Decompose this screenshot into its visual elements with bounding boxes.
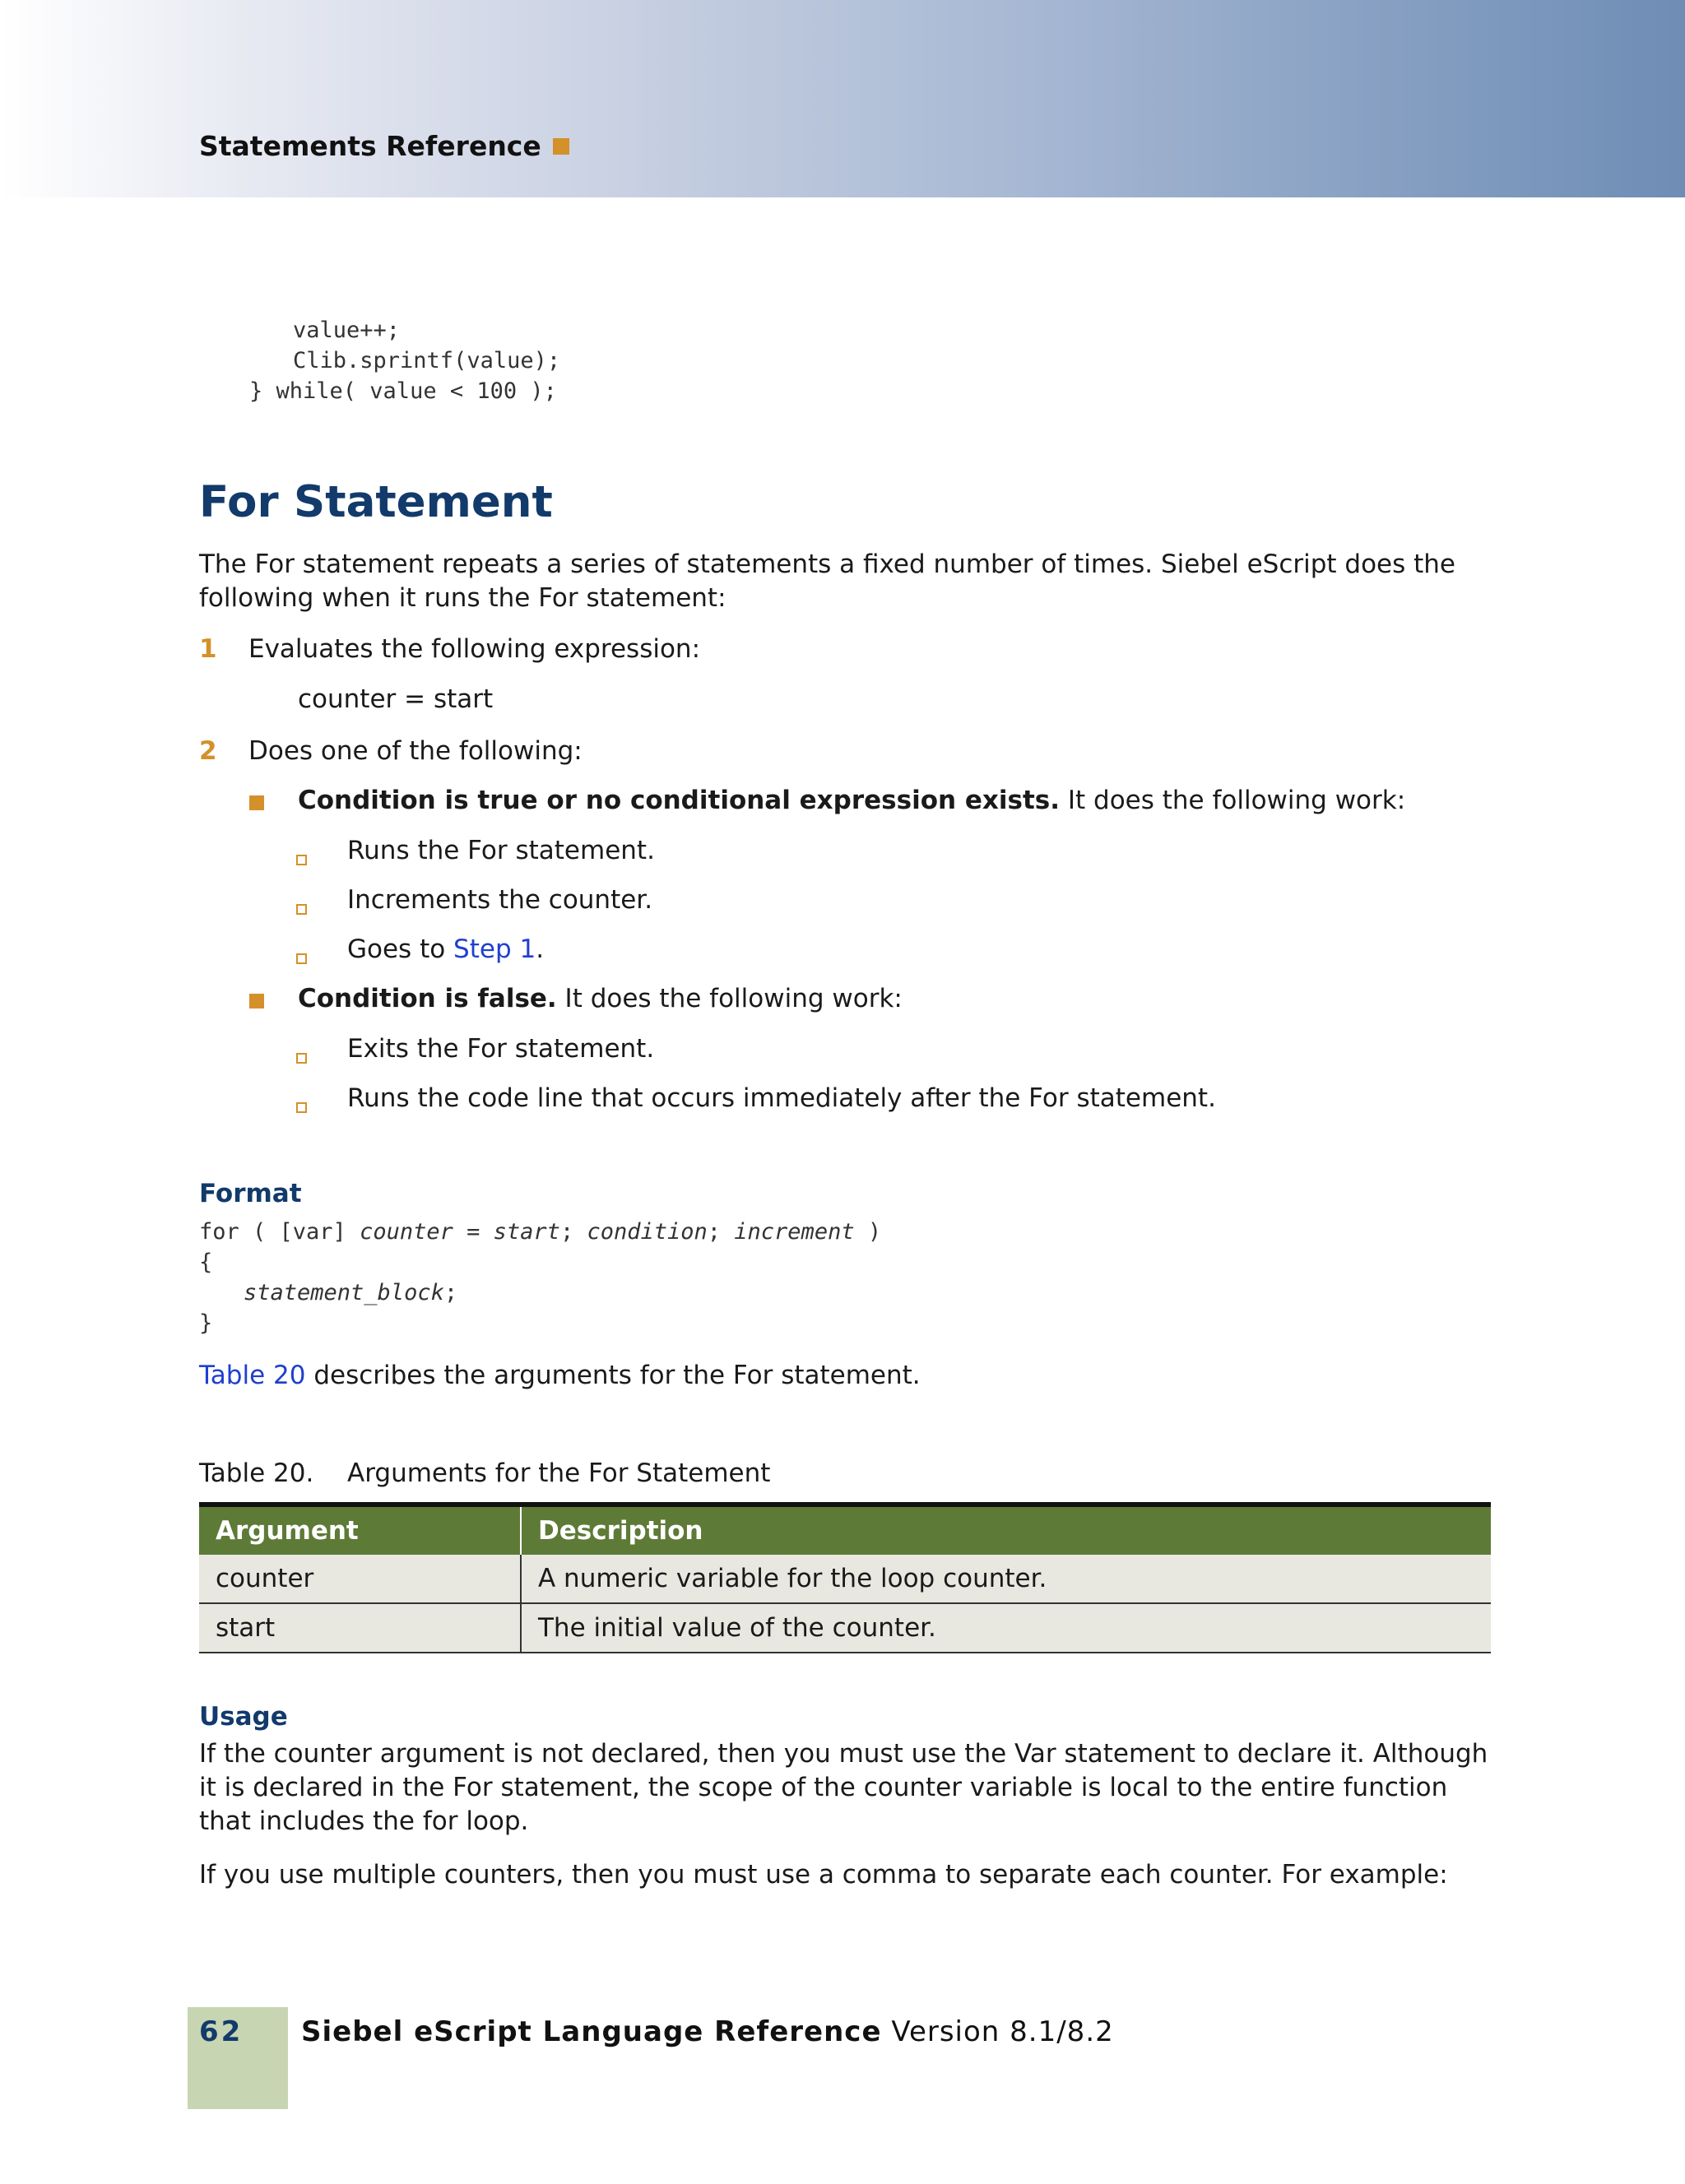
- step-expression: counter = start: [298, 684, 494, 714]
- page-number: 62: [199, 2015, 244, 2048]
- step-text: Does one of the following:: [248, 736, 583, 766]
- goto-suffix: .: [536, 934, 545, 964]
- code-fragment: ): [854, 1219, 882, 1245]
- bullet-rest: It does the following work:: [556, 984, 903, 1013]
- goto-prefix: Goes to: [347, 934, 454, 964]
- bullet-bold: Condition is true or no conditional expression exists.: [298, 786, 1061, 815]
- section-title: For Statement: [199, 477, 553, 527]
- table-caption-title: Arguments for the For Statement: [347, 1458, 771, 1488]
- step-number: 1: [199, 634, 217, 664]
- code-placeholder: start: [493, 1219, 560, 1245]
- bullet-condition-false: [298, 984, 903, 1013]
- usage-paragraph: If the counter argument is not declared, then you must use the Var statement to declare it. Although it is declared in the For statement, the scope of the counter variable is local to the entire function that includes the for loop.: [199, 1739, 1488, 1836]
- arguments-table: [199, 1502, 1491, 1653]
- format-code-line: [199, 1217, 881, 1247]
- step-text: Evaluates the following expression:: [248, 634, 701, 664]
- table-ref-text: describes the arguments for the For statement.: [305, 1361, 921, 1390]
- code-placeholder: counter: [360, 1219, 453, 1245]
- code-placeholder: statement_block: [244, 1280, 444, 1305]
- code-fragment: for ( [var]: [199, 1219, 360, 1245]
- code-placeholder: condition: [587, 1219, 708, 1245]
- bullet-bold: Condition is false.: [298, 984, 557, 1013]
- header-square-icon: [553, 138, 569, 155]
- code-line: Clib.sprintf(value);: [293, 348, 561, 373]
- sub-bullet-text: Exits the For statement.: [347, 1034, 655, 1064]
- table-row: [199, 1603, 1491, 1653]
- table-reference-paragraph: [199, 1359, 1491, 1393]
- sub-bullet-text: Runs the code line that occurs immediately after the For statement.: [347, 1083, 1216, 1113]
- code-fragment: ;: [707, 1219, 735, 1245]
- bullet-square-icon: [249, 795, 264, 810]
- bullet-rest: It does the following work:: [1060, 786, 1406, 815]
- running-header-text: Statements Reference: [199, 130, 541, 162]
- step-1-link[interactable]: Step 1: [453, 934, 536, 964]
- table-cell: The initial value of the counter.: [521, 1603, 1491, 1653]
- bullet-square-icon: [249, 994, 264, 1009]
- sub-bullet-text: Increments the counter.: [347, 885, 653, 915]
- code-fragment: ;: [443, 1280, 458, 1305]
- format-open-brace: {: [199, 1250, 213, 1275]
- usage-paragraph: If you use multiple counters, then you must use a comma to separate each counter. For example:: [199, 1860, 1448, 1890]
- code-fragment: ;: [559, 1219, 587, 1245]
- column-header-description: Description: [521, 1505, 1491, 1555]
- step-number: 2: [199, 736, 217, 766]
- column-header-argument: Argument: [199, 1505, 521, 1555]
- format-block-line: [244, 1277, 457, 1308]
- table-cell: start: [199, 1603, 521, 1653]
- checkbox-bullet-icon: [296, 1102, 307, 1113]
- code-line: } while( value < 100 );: [249, 378, 557, 404]
- code-line: value++;: [293, 318, 401, 343]
- footer-book-title: Siebel eScript Language Reference: [301, 2015, 882, 2048]
- sub-bullet-text: Runs the For statement.: [347, 836, 655, 865]
- bullet-condition-true: [298, 786, 1405, 815]
- format-close-brace: }: [199, 1310, 213, 1336]
- checkbox-bullet-icon: [296, 953, 307, 964]
- checkbox-bullet-icon: [296, 855, 307, 865]
- table-header-row: [199, 1505, 1491, 1555]
- table-row: [199, 1555, 1491, 1603]
- footer-title: [301, 2015, 1114, 2048]
- running-header: [199, 130, 569, 162]
- usage-heading: Usage: [199, 1702, 288, 1732]
- table-caption-number: Table 20.: [199, 1458, 314, 1488]
- intro-paragraph: The For statement repeats a series of statements a fixed number of times. Siebel eScript does the following when it runs the For statement:: [199, 549, 1456, 613]
- checkbox-bullet-icon: [296, 904, 307, 915]
- code-fragment: =: [453, 1219, 494, 1245]
- checkbox-bullet-icon: [296, 1053, 307, 1064]
- header-band: [0, 0, 1685, 197]
- table-cell: A numeric variable for the loop counter.: [521, 1555, 1491, 1603]
- sub-bullet-goto: [347, 934, 544, 964]
- footer-version: Version 8.1/8.2: [881, 2015, 1114, 2048]
- table-20-link[interactable]: Table 20: [199, 1361, 306, 1390]
- format-heading: Format: [199, 1179, 302, 1208]
- code-placeholder: increment: [734, 1219, 855, 1245]
- table-cell: counter: [199, 1555, 521, 1603]
- table-caption: [199, 1458, 770, 1488]
